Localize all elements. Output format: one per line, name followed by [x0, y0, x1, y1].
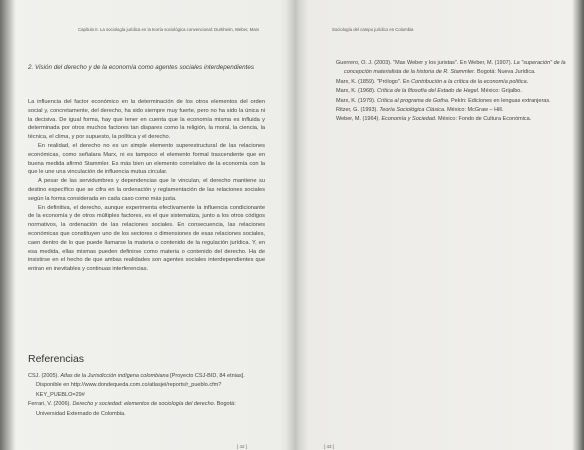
paragraph-1: La influencia del factor económico en la determinación de los otros elementos del orden social y, concretamente, del derecho, ha sido siempre muy fuerte, pero no ha sido la única ni la decisiva. De igual forma, hay que tener en cuenta que la economía misma es influida y determinada por otros muchos factores tan dispares como la religión, la moral, la ciencia, la técnica, el clima, y por supuesto, la política y el derecho.	[28, 99, 265, 141]
paragraph-4: En definitiva, el derecho, aunque experimenta efectivamente la influencia condicionante de la economía y de otros múltiples factores, es el que sistematiza, junto a los otros códigos normativos, la ordenación de las relaciones sociales. En consecuencia, las relaciones económicas que constituyen uno de los sectores o dimensiones de esas relaciones sociales, caen dentro de lo que puede llamarse la materia o contenido de la regulación jurídica. Y, en esa medida, ellas mismas pueden definirse como materia o contenido del derecho. Ha de insistirse en el hecho de que ambas realidades son agentes sociales interdependientes que entran en inevitables y continuas interferencias.	[28, 204, 265, 273]
right-running-head: Sociología del campo jurídico en Colombia	[332, 27, 414, 32]
reference-item: Guerrero, O. J. (2003). "Max Weber y los juristas". En Weber, M. (1907). La "superación" de la concepción materialista de la historia de R. Stammler. Bogotá: Nueva Jurídica.	[336, 60, 566, 76]
reference-item: Ritzer, G. (1993). Teoría Sociológica Clásica. México: McGraw – Hill.	[336, 107, 504, 114]
reference-item: Marx, K. (1979). Crítica al programa de Gotha. Pekín: Ediciones en lenguas extranjeras.	[336, 97, 551, 104]
references-list-right	[336, 59, 566, 125]
right-page-number: [ 43 ]	[324, 444, 335, 449]
paragraph-2: En realidad, el derecho no es un simple elemento superestructural de las relaciones económicas, como señalara Marx, ni es tampoco el elemento formal trascendente que en buena medida afirmó Stammler. Es más bien un elemento correlativo de la economía con la que le une una vinculación de influencia mutua circular.	[28, 142, 265, 176]
right-page	[296, 0, 584, 450]
references-heading: Referencias	[28, 353, 85, 365]
left-page-number: [ 42 ]	[237, 444, 248, 449]
left-running-head: Capítulo II. La sociología jurídica en la teoría sociológica convencional: Durkheim, Weber, Marx	[78, 27, 260, 32]
section-heading: 2. Visión del derecho y de la economía como agentes sociales interdependientes	[28, 64, 255, 71]
paragraph-3: A pesar de las servidumbres y dependencias que le vinculan, el derecho mantiene su destino específico que se cifra en la ordenación y reglamentación de las relaciones sociales según la forma considerada en cada caso como más justa.	[28, 178, 265, 202]
references-list-left	[28, 372, 264, 419]
reference-item: Ferrari, V. (2006). Derecho y sociedad: elementos de sociología del derecho. Bogotá: Universidad Externado de Colombia.	[28, 401, 236, 417]
body-text	[28, 98, 265, 274]
reference-item: Marx, K. (1859). "Prólogo". En Contribución a la crítica de la economía política.	[336, 78, 529, 85]
reference-item: Marx, K. (1968). Crítica de la filosofía del Estado de Hegel. México: Grijalbo.	[336, 88, 522, 95]
reference-item: CSJ. (2005). Atlas de la Jurisdicción indígena colombiana [Proyecto CSJ-BID, 84 etnias]. Disponible en http://www.dondequeda.com.co/atlasjei/reports/r_pueblo.cfm?KEY_PUEBLO=29#	[28, 373, 245, 398]
reference-item: Weber, M. (1964). Economía y Sociedad. México: Fondo de Cultura Económica.	[336, 116, 532, 123]
